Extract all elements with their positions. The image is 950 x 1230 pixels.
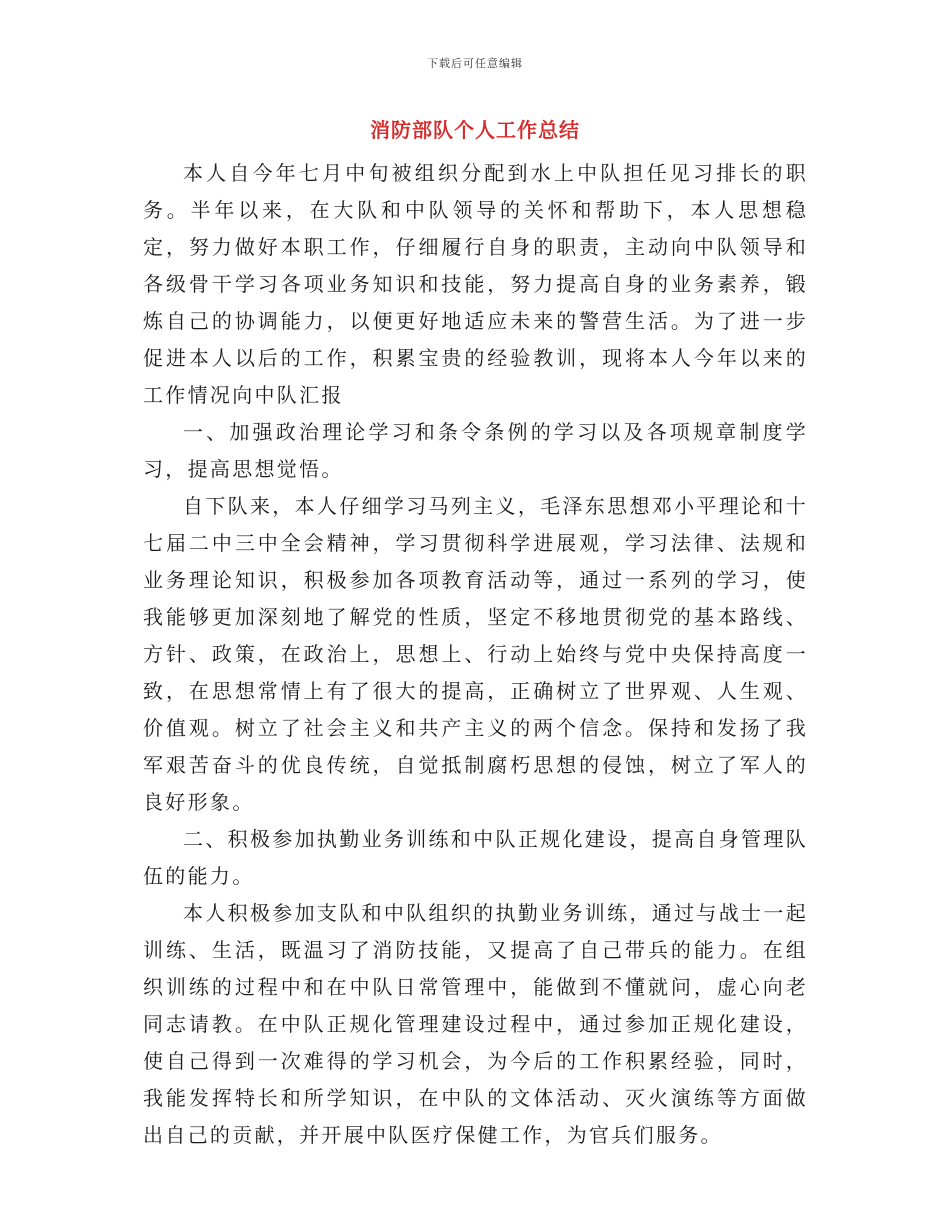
paragraph-section-2: 本人积极参加支队和中队组织的执勤业务训练，通过与战士一起训练、生活，既温习了消防技能，又提高了自己带兵的能力。在组织训练的过程中和在中队日常管理中，能做到不懂就问，虚心向老同志请教。在中队正规化管理建设过程中，通过参加正规化建设，使自己得到一次难得的学习机会，为今后的工作积累经验，同时，我能发挥特长和所学知识，在中队的文体活动、灭火演练等方面做出自己的贡献，并开展中队医疗保健工作，为官兵们服务。 bbox=[143, 901, 808, 1147]
section-heading-2: 二、积极参加执勤业务训练和中队正规化建设，提高自身管理队伍的能力。 bbox=[143, 827, 808, 888]
paragraph-section-1: 自下队来，本人仔细学习马列主义，毛泽东思想邓小平理论和十七届二中三中全会精神，学习贯彻科学进展观，学习法律、法规和业务理论知识，积极参加各项教育活动等，通过一系列的学习，使我能够更加深刻地了解党的性质，坚定不移地贯彻党的基本路线、方针、政策，在政治上，思想上、行动上始终与党中央保持高度一致，在思想常情上有了很大的提高，正确树立了世界观、人生观、价值观。树立了社会主义和共产主义的两个信念。保持和发扬了我军艰苦奋斗的优良传统，自觉抵制腐朽思想的侵蚀，树立了军人的良好形象。 bbox=[143, 494, 808, 814]
paragraph-intro: 本人自今年七月中旬被组织分配到水上中队担任见习排长的职务。半年以来，在大队和中队领导的关怀和帮助下，本人思想稳定，努力做好本职工作，仔细履行自身的职责，主动向中队领导和各级骨干学习各项业务知识和技能，努力提高自身的业务素养，锻炼自己的协调能力，以便更好地适应未来的警营生活。为了进一步促进本人以后的工作，积累宝贵的经验教训，现将本人今年以来的工作情况向中队汇报 bbox=[143, 161, 808, 407]
document-title: 消防部队个人工作总结 bbox=[370, 118, 580, 142]
header-note: 下载后可任意编辑 bbox=[427, 57, 523, 70]
section-heading-1: 一、加强政治理论学习和条令条例的学习以及各项规章制度学习，提高思想觉悟。 bbox=[143, 420, 808, 481]
document-body bbox=[143, 155, 808, 1154]
